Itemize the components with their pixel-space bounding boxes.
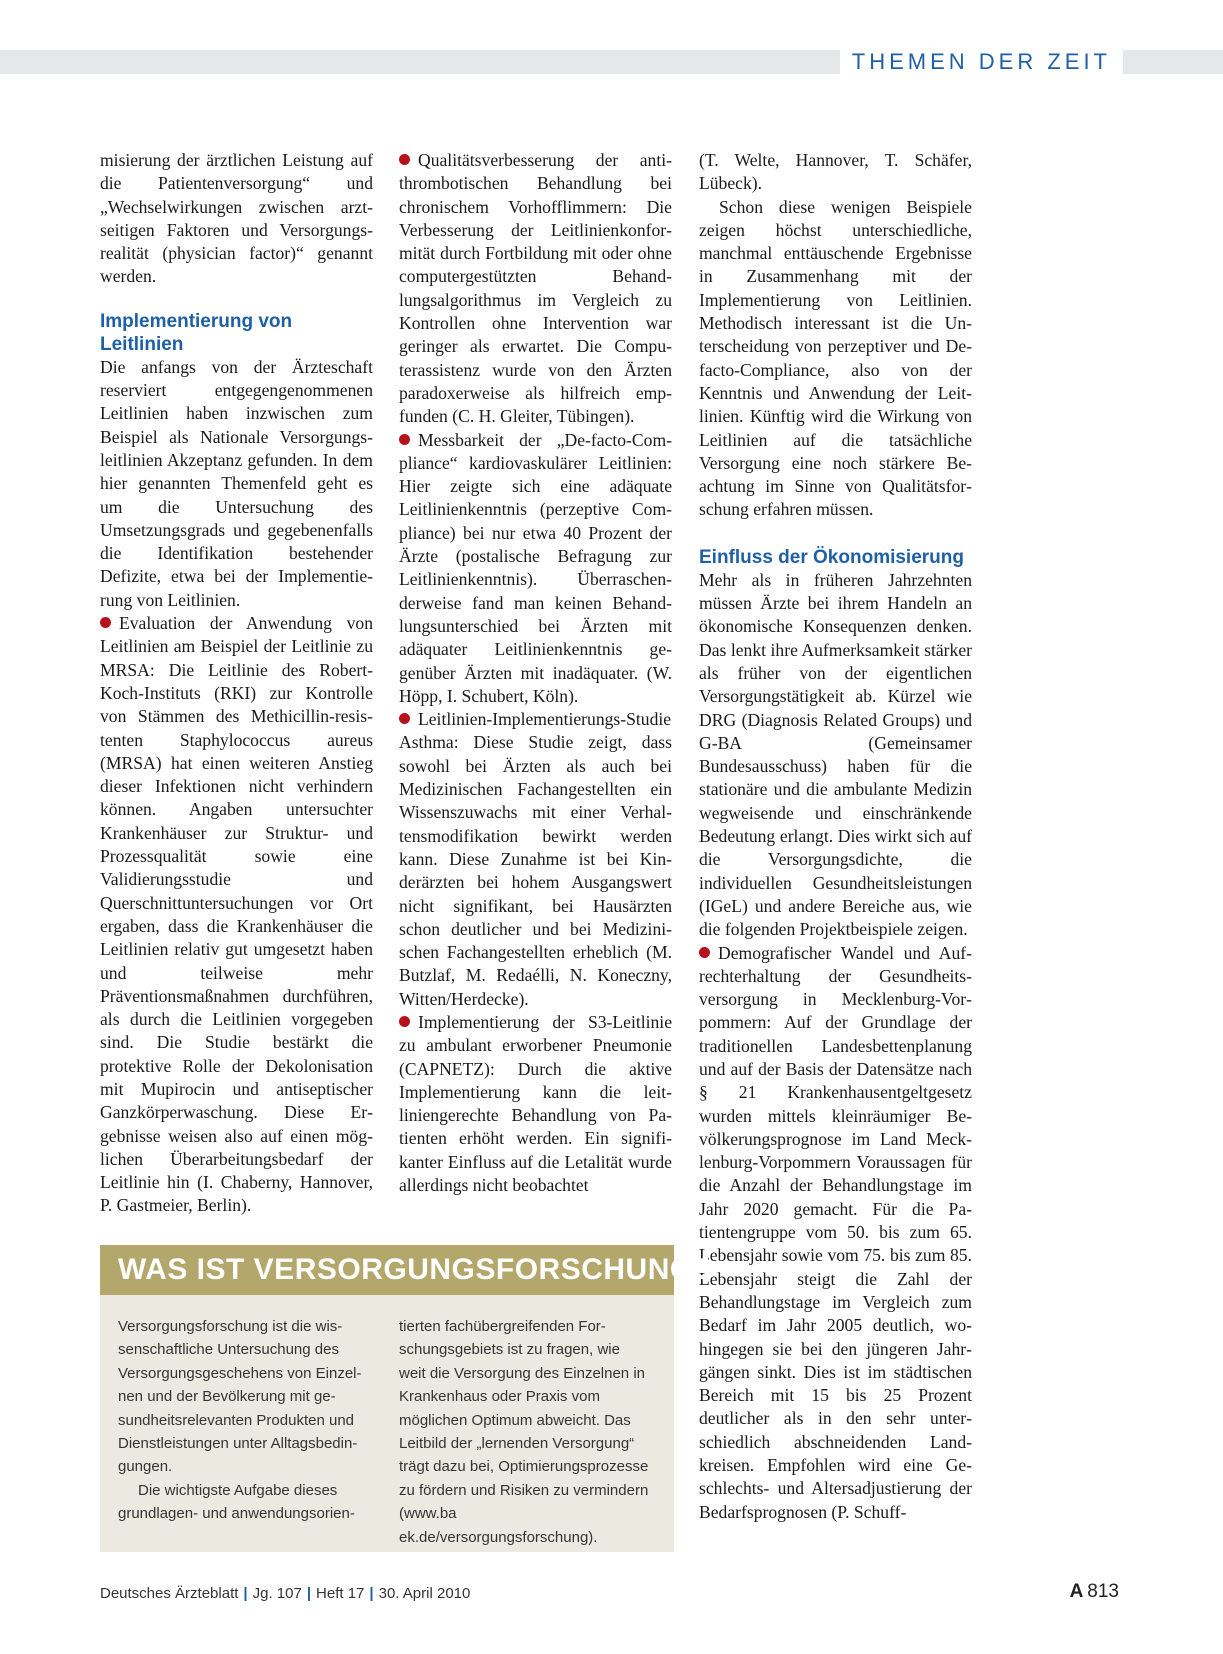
- bullet-item-vorhofflimmern: [399, 149, 672, 429]
- footer-separator: |: [369, 1585, 374, 1602]
- bullet-text: Leitlinien-Implementierungs-Studie Asthma: Diese Studie zeigt, dass sowohl bei Ärzten als auch bei Medizinischen Fachangestellten ein Wissenszuwachs mit einer Verhaltensmodifikation bewirkt werden kann. Diese Zunahme ist bei Kinderärzten bei hohem Ausgangswert nicht signifikant, bei Hausärzten schon deutlicher und bei Medizinischen Fachangestellten erheblich (M. Butzlaf, M. Redaélli, N. Koneczny, Witten/Herdecke).: [399, 709, 672, 1009]
- bullet-item-capnetz: [399, 1011, 672, 1197]
- bullet-dot-icon: [399, 154, 410, 165]
- bullet-text: Evaluation der Anwendung von Leitlinien am Beispiel der Leitlinie zu MRSA: Die Leitlinie des Robert-Koch-Instituts (RKI) zur Kontrolle von Stämmen des Methicillin-resistenten Staphylococcus aureus (MRSA) hat einen weiteren Anstieg dieser Infektionen nicht verhindern können. Angaben untersuchter Krankenhäuser zur Struktur- und Prozessqualität sowie eine Validierungsstudie und Querschnittuntersuchungen vor Ort ergaben, dass die Krankenhäuser die Leitlinien relativ gut umgesetzt haben und teilweise mehr Präventionsmaßnahmen durchführen, als durch die Leitlinien vorgegeben sind. Die Studie bestärkt die protektive Rolle der Dekolonisation mit Mupirocin und antiseptischer Ganzkörperwaschung. Diese Ergebnisse weisen also auf einen möglichen Überarbeitungsbedarf der Leitlinie hin (I. Chaberny, Hannover, P. Gastmeier, Berlin).: [100, 613, 373, 1216]
- article-column-2: [399, 149, 672, 1197]
- heading-oekonomisierung: Einfluss der Ökonomisierung: [699, 546, 964, 568]
- bullet-text: Demografischer Wandel und Aufrechterhaltung der Gesundheitsversorgung in Mecklenburg-Vorpommern: Auf der Grundlage der traditionellen Landesbettenplanung und auf der Basis der Datensätze nach § 21 Krankenhausentgeltgesetz wurden mittels kleinräumiger Bevölkerungsprognose im Land Mecklenburg-Vorpommern Voraussagen für die Anzahl der Behandlungstage im Jahr 2020 gemacht. Für die Patientengruppe vom 50. bis zum 65. Lebensjahr sowie vom 75. bis zum 85. Lebensjahr steigt die Zahl der Behandlungstage im Vergleich zum Bedarf im Jahr 2005 deutlich, wohingegen sie bei den jüngeren Jahrgängen sinkt. Dies ist im städtischen Bereich mit 15 bis 25 Prozent deutlicher als in den sehr unterschiedlich abschneidenden Landkreisen. Empfohlen wird eine Geschlechts- und Altersadjustierung der Bedarfsprognosen (P. Schuff-: [699, 942, 972, 1522]
- section-label: THEMEN DER ZEIT: [840, 48, 1123, 76]
- footer-separator: |: [243, 1585, 248, 1602]
- paragraph-beispiele: Schon diese wenigen Beispiele zeigen höchst unterschiedliche, manchmal enttäuschende Ergebnisse in Zusammenhang mit der Implementierung von Leitlinien. Methodisch interessant ist die Unterscheidung von perzeptiver und De-facto-Compliance, also von der Kenntnis und Anwendung der Leitlinien. Künftig wird die Wirkung von Leitlinien auf die tatsächliche Versorgung eine noch stärkere Beachtung im Sinne von Qualitätsforschung erfahren müssen.: [699, 196, 972, 520]
- bullet-item-compliance: [399, 429, 672, 709]
- page-prefix: A: [1069, 1581, 1084, 1602]
- info-box-paragraph: tierten fachübergreifenden Forschungsgebiets ist zu fragen, wie weit die Versorgung des Einzelnen in Krankenhaus oder Praxis vom möglichen Optimum abweicht. Das Leitbild der „lernenden Versorgung“ trägt dazu bei, Optimierungsprozesse zu fördern und Risiken zu vermindern (www.ba ek.de/versorgungsforschung).: [399, 1318, 649, 1546]
- footer-citation: [100, 1584, 470, 1604]
- journal-issue: Heft 17: [316, 1585, 365, 1602]
- bullet-item-asthma: [399, 708, 672, 1011]
- info-box-title: WAS IST VERSORGUNGSFORSCHUNG?: [100, 1245, 674, 1295]
- bullet-text: Qualitätsverbesserung der antithrombotischen Behandlung bei chronischem Vorhofflimmern: Die Verbesserung der Leitlinienkonformität durch Fortbildung mit oder ohne computergestützten Behandlungsalgorithmus im Vergleich zu Kontrollen ohne Intervention war geringer als erwartet. Die Computerassistenz wurde von den Ärzten paradoxerweise als hilfreich empfunden (C. H. Gleiter, Tübingen).: [399, 150, 672, 427]
- bullet-item-demografie: [699, 942, 972, 1524]
- page-number: [1070, 1580, 1119, 1604]
- page-number-value: 813: [1087, 1581, 1119, 1602]
- bullet-dot-icon: [399, 1016, 410, 1027]
- bullet-dot-icon: [100, 617, 111, 628]
- info-box: [100, 1245, 713, 1552]
- paragraph-welte: (T. Welte, Hannover, T. Schäfer, Lübeck).: [699, 150, 972, 194]
- footer-separator: |: [306, 1585, 312, 1602]
- paragraph-oekonomisierung: Mehr als in früheren Jahrzehnten müssen Ärzte bei ihrem Handeln an ökonomische Konsequenzen denken. Das lenkt ihre Aufmerksamkeit stärker als früher von der eigentlichen Versorgungstätigkeit ab. Kürzel wie DRG (Diagnosis Related Groups) und G-BA (Gemeinsamer Bundesausschuss) haben für die stationäre und die ambulante Medizin wegweisende und einschränkende Bedeutung erlangt. Dies wirkt sich auf die Versorgungsdichte, die individuellen Gesundheitsleistungen (IGeL) und andere Bereiche aus, wie die folgenden Projektbeispiele zeigen.: [699, 569, 972, 940]
- journal-date: 30. April 2010: [378, 1585, 471, 1602]
- bullet-dot-icon: [399, 713, 410, 724]
- journal-volume: Jg. 107: [252, 1585, 302, 1602]
- heading-implementierung: Implementierung von Leitlinien: [100, 310, 293, 355]
- journal-name: Deutsches Ärzteblatt: [100, 1585, 239, 1602]
- info-box-column-1: [118, 1315, 368, 1526]
- article-column-3: [699, 149, 972, 1524]
- paragraph-intro: misierung der ärztlichen Leistung auf die Patientenversorgung“ und „Wechselwirkungen zwischen arztseitigen Faktoren und Versorgungsrealität (physician factor)“ genannt werden.: [100, 150, 373, 287]
- info-box-paragraph: Versorgungsforschung ist die wissenschaftliche Untersuchung des Versorgungsgeschehens von Einzelnen und der Bevölkerung mit gesundheitsrelevanten Produkten und Dienstleistungen unter Alltagsbedingungen.: [118, 1318, 362, 1476]
- bullet-text: Messbarkeit der „De-facto-Compliance“ kardiovaskulärer Leitlinien: Hier zeigte sich eine adäquate Leitlinienkenntnis (perzeptive Compliance) bei nur etwa 40 Prozent der Ärzte (postalische Befragung zur Leitlinienkenntnis). Überraschenderweise fand man keinen Behandlungsunterschied bei Ärzten mit adäquater Leitlinienkenntnis gegenüber Ärzten mit inadäquater. (W. Höpp, I. Schubert, Köln).: [399, 429, 672, 706]
- bullet-item-mrsa: [100, 612, 373, 1218]
- bullet-dot-icon: [699, 947, 710, 958]
- info-box-column-2: [399, 1315, 649, 1549]
- bullet-text: Implementierung der S3-Leitlinie zu ambulant erworbener Pneumonie (CAPNETZ): Durch die aktive Implementierung kann die leitliniengerechte Behandlung von Patienten erhöht werden. Ein signifikanter Einfluss auf die Letalität wurde allerdings nicht beobachtet: [399, 1011, 672, 1196]
- paragraph-leitlinien: Die anfangs von der Ärzteschaft reserviert entgegengenommenen Leitlinien haben inzwischen zum Beispiel als Nationale Versorgungsleitlinien Akzeptanz gefunden. In dem hier genannten Themenfeld geht es um die Untersuchung des Umsetzungsgrads und gegebenenfalls die Identifikation bestehender Defizite, etwa bei der Implementierung von Leitlinien.: [100, 356, 373, 610]
- article-column-1: [100, 149, 373, 1218]
- bullet-dot-icon: [399, 434, 410, 445]
- info-box-paragraph: Die wichtigste Aufgabe dieses grundlagen- und anwendungsorien-: [118, 1481, 355, 1523]
